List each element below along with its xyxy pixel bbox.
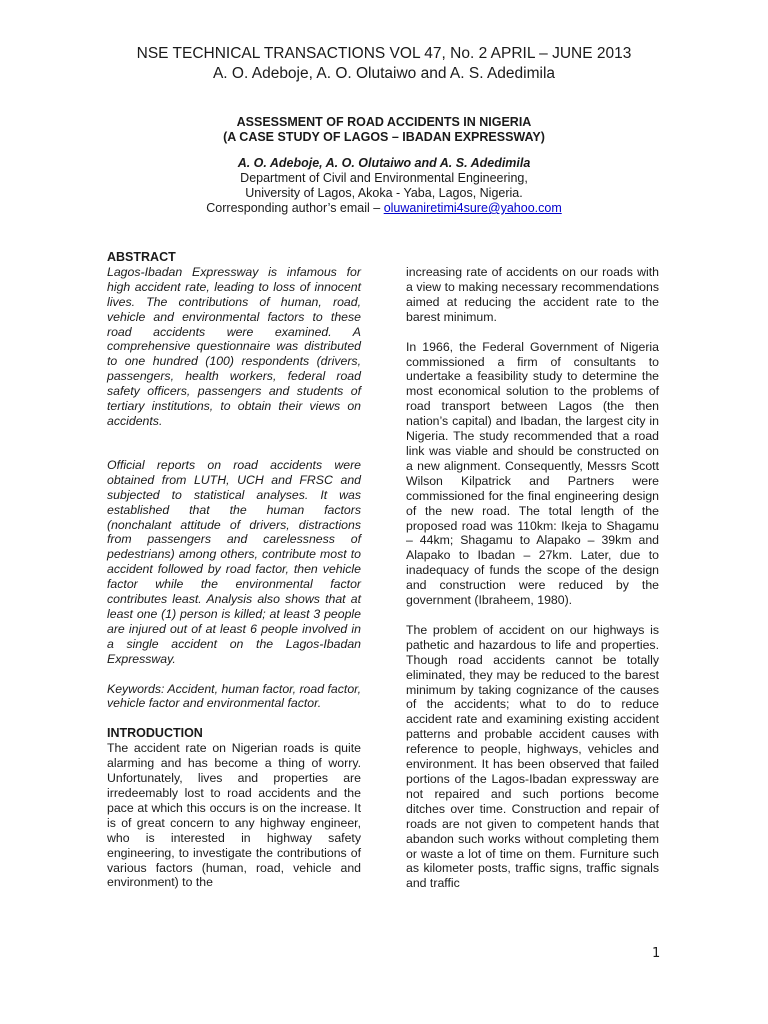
page-number: 1 (652, 946, 661, 961)
title-line-1: ASSESSMENT OF ROAD ACCIDENTS IN NIGERIA (236, 115, 532, 129)
introduction-paragraph-1: The accident rate on Nigerian roads is quite alarming and has become a thing of worry. Unfortunately, lives and properties are irredeemably lost to road accidents and the pace at which this occurs is on the increase. It is of great concern to any highway engineer, who is interested in highway safety engineering, to investigate the contributions of various factors (human, road, vehicle and environment) to the (107, 741, 361, 890)
department: Department of Civil and Environmental Engineering, (240, 171, 528, 185)
paper-title (0, 115, 768, 145)
right-paragraph-3: The problem of accident on our highways is pathetic and hazardous to life and properties. Though road accidents cannot be totally eliminated, they may be reduced to the barest minimum by taking cognizance of the causes of the accidents; what to do to reduce accident rate and examining existing accident patterns and probable accident causes with reference to people, highways, vehicles and environment. It has been observed that failed portions of the Lagos-Ibadan expressway are not repaired and such portions become ditches over time. Construction and repair of roads are not given to competent hands that abandon such works without completing them or waste a lot of time on them. Furniture such as kilometer posts, traffic signs, traffic signals and traffic (406, 622, 659, 891)
title-line-2: (A CASE STUDY OF LAGOS – IBADAN EXPRESSWAY) (223, 130, 545, 144)
email-line (0, 201, 768, 216)
keywords: Keywords: Accident, human factor, road factor, vehicle factor and environmental factor. (107, 681, 361, 711)
author-names: A. O. Adeboje, A. O. Olutaiwo and A. S. Adedimila (237, 156, 531, 170)
introduction-heading: INTRODUCTION (107, 726, 203, 741)
abstract-heading: ABSTRACT (107, 250, 176, 264)
right-paragraph-1: increasing rate of accidents on our roads with a view to making necessary recommendations aimed at reducing the accident rate to the barest minimum. (406, 265, 659, 324)
abstract-paragraph-2: Official reports on road accidents were obtained from LUTH, UCH and FRSC and subjected to statistical analyses. It was established that the human factors (nonchalant attitude of drivers, distractions from passengers and carelessness of pedestrians) among others, contribute most to accident followed by road factor, then vehicle factor while the environmental factor contributes least. Analysis also shows that at least one (1) person is killed; at least 3 people are injured out of at least 6 people involved in a single accident on the Lagos-Ibadan Expressway. (107, 457, 361, 666)
left-column (107, 250, 361, 890)
abstract-paragraph-1: Lagos-Ibadan Expressway is infamous for high accident rate, leading to loss of innocent lives. The contributions of human, road, vehicle and environmental factors to these road accidents were examined. A comprehensive questionnaire was distributed to one hundred (100) respondents (drivers, passengers, health workers, federal road safety officers, passengers and students of tertiary institutions, to obtain their views on accidents. (107, 264, 361, 428)
university: University of Lagos, Akoka - Yaba, Lagos, Nigeria. (245, 186, 523, 200)
journal-line: NSE TECHNICAL TRANSACTIONS VOL 47, No. 2 APRIL – JUNE 2013 (136, 45, 632, 62)
right-column (406, 265, 659, 891)
affiliation-block (0, 156, 768, 216)
right-paragraph-2: In 1966, the Federal Government of Nigeria commissioned a firm of consultants to undertake a feasibility study to determine the most economical solution to the problems of road transport between Lagos (the then nation’s capital) and Ibadan, the largest city in Nigeria. The study recommended that a road link was viable and should be constructed on a new alignment. Consequently, Messrs Scott Wilson Kilpatrick and Partners were commissioned for the final engineering design of the new road. The total length of the proposed road was 110km: Ikeja to Shagamu – 44km; Shagamu to Alapako – 39km and Alapako to Ibadan – 27km. Later, due to inadequacy of funds the scope of the design and construction were reduced by the government (Ibraheem, 1980). (406, 339, 659, 608)
header-authors: A. O. Adeboje, A. O. Olutaiwo and A. S. Adedimila (212, 65, 556, 82)
running-header (0, 44, 768, 84)
email-link[interactable]: oluwaniretimi4sure@yahoo.com (383, 201, 562, 215)
email-label: Corresponding author’s email – (206, 201, 384, 215)
